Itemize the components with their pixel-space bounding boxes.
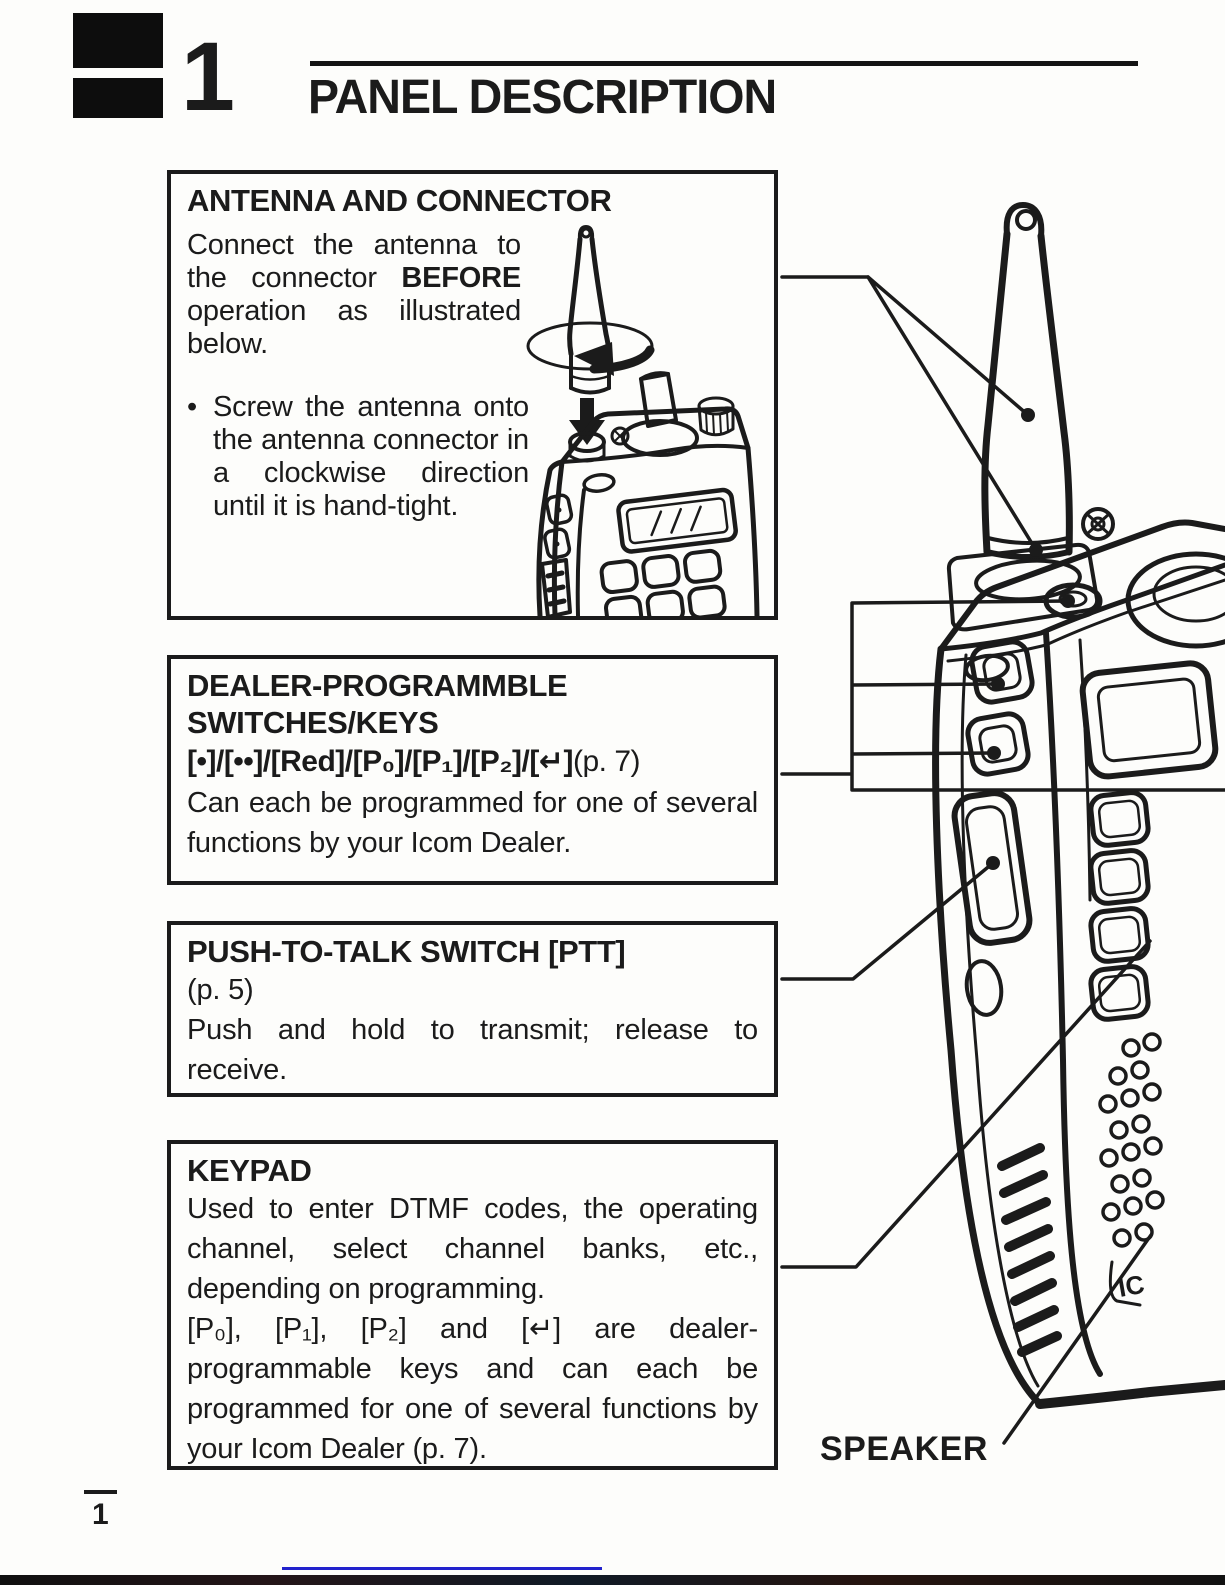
ptt-box-body: Push and hold to transmit; release to receive. [187,1014,758,1086]
antenna-attach-figure [520,198,775,616]
side-detail-oval [963,959,1004,1017]
antenna [985,205,1069,557]
switches-page-ref: (p. 7) [572,745,641,778]
callout-dot [1021,408,1035,422]
keypad-callout-box [167,1140,778,1470]
screw-icon [1083,509,1113,539]
side-program-button-2 [966,712,1031,777]
antenna-paragraph-after: operation as illustrated below. [187,295,521,360]
callout-dot [987,746,1001,760]
footer-rule [84,1490,117,1494]
switches-keys-label: [•]/[••]/[Red]/[P₀]/[P₁]/[P₂]/[↵] [187,745,573,778]
antenna-bullet-text: Screw the antenna onto the antenna connector in a clockwise direction until it is hand-tight. [213,391,529,522]
radio-illustration [780,190,1225,1485]
volume-knob [1128,554,1225,646]
chapter-marker-square-bottom [73,78,163,118]
chapter-marker-square-top [73,13,163,68]
chapter-number: 1 [181,22,233,131]
page-title: PANEL DESCRIPTION [308,71,777,124]
small-radio-keypad [601,550,730,616]
switches-box-body: Can each be programmed for one of several functions by your Icom Dealer. [187,787,758,859]
keypad-box-body-1: Used to enter DTMF codes, the operating channel, select channel banks, etc., depending on programming. [187,1193,758,1305]
scan-edge-bar [0,1575,1225,1585]
footer-page-number: 1 [92,1498,109,1531]
switches-keys-line [187,741,758,783]
antenna-attach-illustration [520,198,775,616]
antenna-box-paragraph [187,229,521,361]
callout-lines [782,277,1225,1443]
callout-dot [1061,594,1075,608]
speaker-label: SPEAKER [820,1430,988,1468]
footer-blue-line [282,1567,602,1570]
radio-figure [780,190,1225,1485]
bullet-icon: • [187,391,198,423]
small-radio-display [617,489,736,553]
small-radio [539,373,757,616]
header-rule [310,61,1138,66]
keypad-box-body-2: [P₀], [P₁], [P₂] and [↵] are dealer-programmable keys and can each be programmed for one of several functions by your Icom Dealer (p. 7). [187,1313,758,1465]
antenna-paragraph-bold: BEFORE [401,262,521,294]
keypad-box-title: KEYPAD [187,1153,312,1188]
speaker-grille [1100,1034,1163,1246]
callout-dot [991,677,1005,691]
grip-ribs [1002,1148,1057,1352]
callout-dot [1029,543,1043,557]
connector-callout-line [868,277,1036,550]
rotation-arrow-icon [528,323,652,376]
side-program-button-1 [970,640,1035,705]
antenna-paragraph-before: Connect the antenna to the connector [187,229,521,294]
display-window [1081,662,1217,779]
switches-callout-box [167,655,778,885]
callout-dot [986,856,1000,870]
ptt-page-ref: (p. 5) [187,974,254,1006]
ptt-callout-box [167,921,778,1097]
keypad-keys [1090,791,1150,1020]
ptt-box-title: PUSH-TO-TALK SWITCH [PTT] [187,934,626,969]
svg-text:IC: IC [1115,1268,1147,1303]
switches-box-title: DEALER-PROGRAMMBLE SWITCHES/KEYS [187,668,568,740]
antenna-bullet-item [187,391,529,523]
antenna-box-title: ANTENNA AND CONNECTOR [187,183,612,218]
